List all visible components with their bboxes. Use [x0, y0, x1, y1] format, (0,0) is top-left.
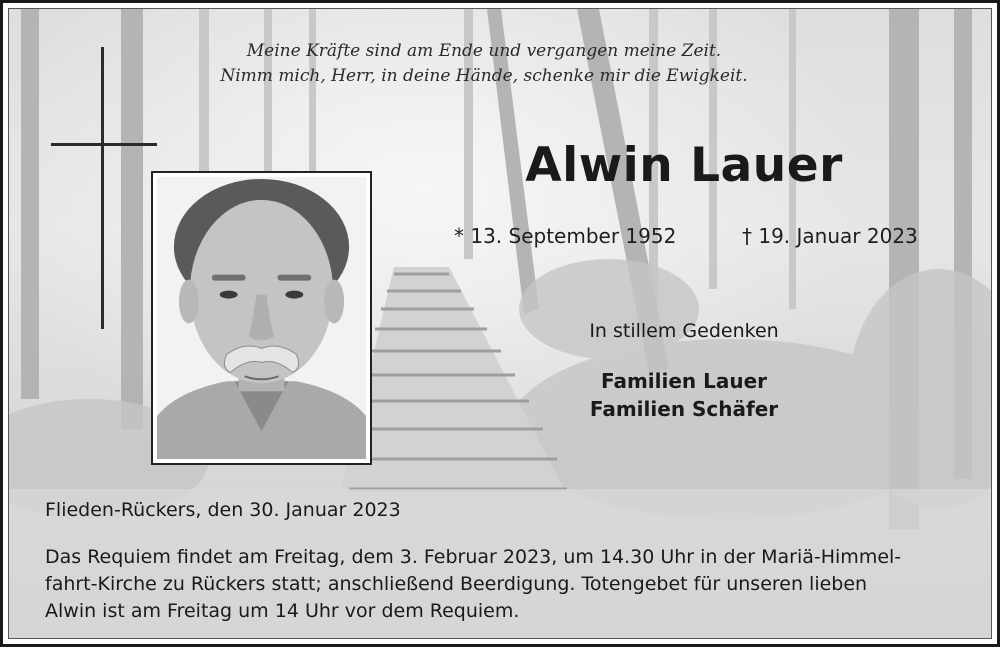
birth-date: * 13. September 1952	[454, 224, 677, 248]
portrait-photo-frame	[151, 171, 372, 465]
memorial-line: In stillem Gedenken	[589, 320, 779, 342]
cross-icon-vertical-beam	[101, 47, 104, 329]
verse-line-1: Meine Kräfte sind am Ende und vergangen meine Zeit.	[246, 41, 722, 61]
service-info-line-2: fahrt-Kirche zu Rückers statt; anschließend Beerdigung. Totengebet für unseren lieben	[45, 573, 868, 595]
place-and-date: Flieden-Rückers, den 30. Januar 2023	[45, 499, 401, 521]
service-info-line-3: Alwin ist am Freitag um 14 Uhr vor dem Requiem.	[45, 600, 520, 622]
verse	[159, 39, 809, 89]
inner-frame	[8, 8, 992, 639]
service-information	[45, 544, 975, 625]
service-info-line-1: Das Requiem findet am Freitag, dem 3. Februar 2023, um 14.30 Uhr in der Mariä-Himmel-	[45, 546, 902, 568]
cross-icon-horizontal-beam	[51, 143, 157, 146]
mourner-family-lauer: Familien Lauer	[600, 369, 768, 393]
portrait-photo	[157, 177, 366, 459]
mourner-family-schaefer: Familien Schäfer	[589, 397, 779, 421]
verse-line-2: Nimm mich, Herr, in deine Hände, schenke mir die Ewigkeit.	[220, 66, 748, 86]
mourners	[519, 367, 849, 423]
deceased-name: Alwin Lauer	[525, 138, 843, 193]
death-date: † 19. Januar 2023	[742, 224, 918, 248]
